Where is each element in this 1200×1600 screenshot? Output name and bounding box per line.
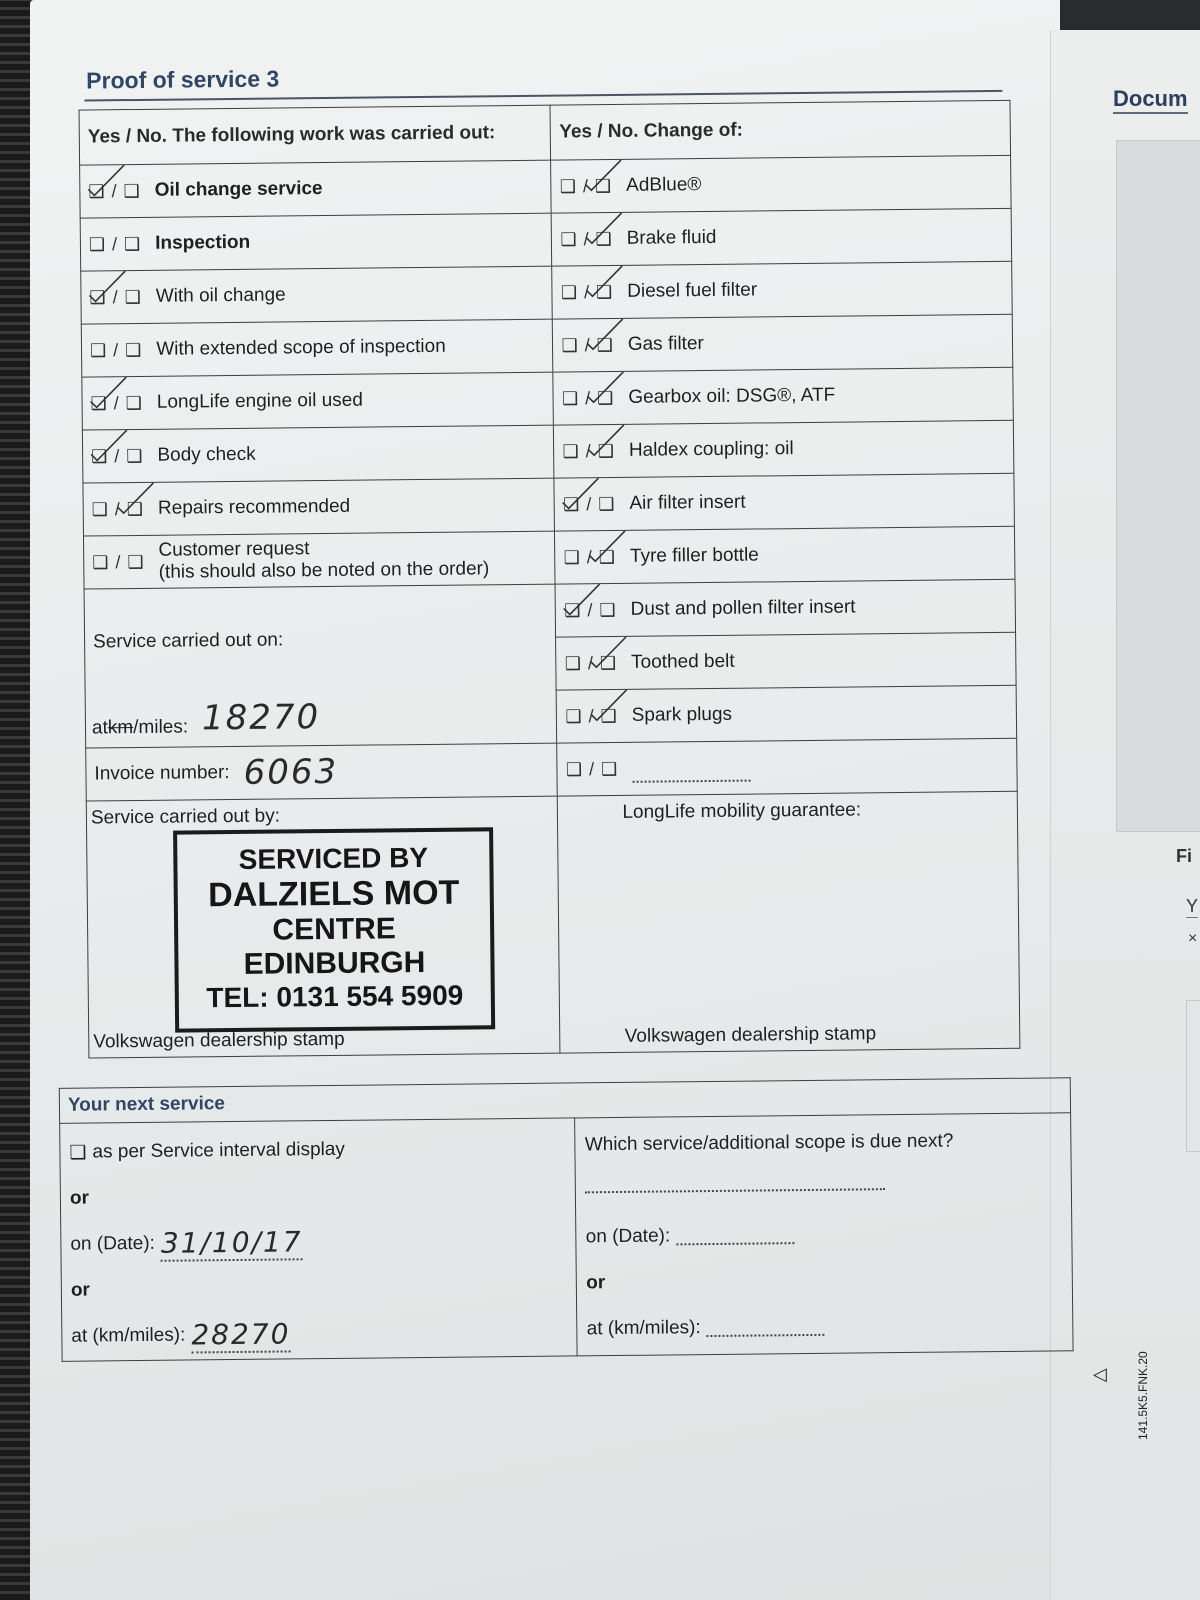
tick-stroke bbox=[587, 318, 623, 348]
next-page-x-label: × bbox=[1188, 930, 1198, 947]
item-label: Tyre filler bottle bbox=[629, 544, 759, 567]
service-table bbox=[79, 100, 1021, 1059]
service-carried-out-on-label: Service carried out on: bbox=[92, 629, 284, 653]
customer-request-note: (this should also be noted on the order) bbox=[158, 558, 490, 583]
tick-stroke bbox=[586, 212, 622, 242]
next-page-image-box bbox=[1116, 140, 1200, 832]
tick-stroke bbox=[117, 482, 153, 512]
left-row-inspection bbox=[81, 229, 552, 256]
customer-request-label: Customer request bbox=[158, 538, 310, 561]
page-title: Proof of service 3 bbox=[86, 65, 280, 94]
handwritten-tick-icon bbox=[587, 632, 635, 673]
left-row-with-oil-change bbox=[81, 282, 552, 309]
yes-no-checkbox[interactable]: ❑ / ❑ bbox=[565, 758, 619, 780]
tick-stroke bbox=[90, 377, 126, 407]
interval-display-option[interactable] bbox=[61, 1124, 574, 1175]
yes-no-checkbox[interactable]: ❑ / ❑ bbox=[92, 551, 145, 573]
yes-no-checkbox[interactable]: ❑ / ❑ bbox=[92, 498, 144, 520]
next-page-fig-label: Fi bbox=[1176, 846, 1192, 866]
next-date-label: on (Date): bbox=[70, 1232, 155, 1255]
tick-stroke bbox=[89, 271, 125, 301]
tick-stroke bbox=[563, 478, 599, 508]
dealer-stamp bbox=[173, 827, 495, 1032]
or-label: or bbox=[69, 1187, 90, 1209]
right-row-toothed-belt bbox=[557, 648, 1016, 675]
right-row-brake-fluid bbox=[552, 224, 1011, 251]
item-label: Brake fluid bbox=[626, 226, 717, 249]
right-mileage-field[interactable] bbox=[578, 1301, 1071, 1352]
right-header: Yes / No. Change of: bbox=[550, 100, 1010, 160]
yes-no-checkbox[interactable]: ❑ / ❑ bbox=[565, 705, 617, 727]
item-label: Repairs recommended bbox=[157, 495, 351, 519]
item-label: Gas filter bbox=[627, 333, 704, 355]
mileage-suffix: /miles: bbox=[133, 716, 189, 739]
tick-stroke bbox=[586, 159, 622, 189]
right-row-air-filter bbox=[555, 489, 1014, 516]
handwritten-tick-icon bbox=[587, 685, 635, 726]
yes-no-checkbox[interactable]: ❑ / ❑ bbox=[563, 493, 615, 515]
next-date-field[interactable] bbox=[62, 1216, 575, 1267]
right-row-gearbox-oil bbox=[554, 383, 1013, 410]
mileage-field[interactable] bbox=[92, 697, 321, 739]
tick-stroke bbox=[591, 689, 627, 719]
right-row-diesel-filter bbox=[553, 277, 1012, 304]
dotted-line bbox=[707, 1332, 825, 1337]
or-label: or bbox=[70, 1279, 90, 1301]
right-row-spark-plugs bbox=[557, 701, 1016, 728]
tick-stroke bbox=[587, 265, 623, 295]
yes-no-checkbox[interactable]: ❑ / ❑ bbox=[88, 180, 140, 202]
interval-display-label: as per Service interval display bbox=[92, 1138, 345, 1163]
item-label: LongLife engine oil used bbox=[156, 389, 363, 413]
handwritten-tick-icon bbox=[84, 161, 132, 202]
dotted-line bbox=[585, 1186, 885, 1193]
right-row-dust-pollen bbox=[556, 595, 1015, 622]
tick-stroke bbox=[588, 371, 624, 401]
item-label: Body check bbox=[157, 443, 256, 466]
handwritten-tick-icon bbox=[582, 155, 630, 196]
stamp-line-2: DALZIELS MOT bbox=[207, 873, 460, 915]
tick-stroke bbox=[88, 165, 124, 195]
invoice-field[interactable] bbox=[86, 750, 557, 795]
next-date-handwritten: 31/10/17 bbox=[160, 1224, 303, 1260]
handwritten-tick-icon bbox=[583, 261, 631, 302]
checkbox-icon[interactable]: ❑ bbox=[69, 1142, 87, 1164]
item-label: With extended scope of inspection bbox=[156, 335, 446, 360]
next-page-box bbox=[1186, 1000, 1200, 1152]
yes-no-checkbox[interactable]: ❑ / ❑ bbox=[561, 334, 613, 356]
handwritten-tick-icon bbox=[113, 478, 161, 519]
stamp-line-1: SERVICED BY bbox=[238, 841, 429, 875]
handwritten-tick-icon bbox=[560, 580, 608, 621]
next-service-title: Your next service bbox=[59, 1078, 1070, 1124]
left-row-oil-change bbox=[80, 176, 551, 203]
left-row-customer-request bbox=[84, 536, 555, 585]
left-header: Yes / No. The following work was carried out: bbox=[79, 105, 551, 165]
next-service-table bbox=[59, 1077, 1074, 1362]
item-label: Toothed belt bbox=[630, 650, 735, 673]
stamp-line-3: CENTRE bbox=[272, 912, 396, 947]
yes-no-checkbox[interactable]: ❑ / ❑ bbox=[560, 228, 612, 250]
item-label: Diesel fuel filter bbox=[627, 279, 758, 302]
item-label: Air filter insert bbox=[629, 491, 746, 514]
handwritten-tick-icon bbox=[584, 367, 632, 408]
handwritten-tick-icon bbox=[582, 208, 630, 249]
mileage-handwritten: 18270 bbox=[201, 697, 321, 739]
yes-no-checkbox[interactable]: ❑ / ❑ bbox=[564, 599, 616, 621]
right-row-adblue bbox=[552, 171, 1011, 198]
yes-no-checkbox[interactable]: ❑ / ❑ bbox=[89, 339, 143, 360]
dealer-stamp-label-right: Volkswagen dealership stamp bbox=[624, 1023, 877, 1047]
tick-stroke bbox=[564, 584, 600, 614]
item-label: With oil change bbox=[155, 284, 286, 307]
which-service-label: Which service/additional scope is due next? bbox=[584, 1130, 954, 1156]
yes-no-checkbox[interactable]: ❑ / ❑ bbox=[563, 440, 615, 462]
dotted-line bbox=[676, 1240, 794, 1245]
right-date-label: on (Date): bbox=[585, 1225, 671, 1248]
next-page-title: Docum bbox=[1113, 86, 1188, 114]
mileage-struck-unit: km bbox=[107, 717, 134, 739]
handwritten-tick-icon bbox=[584, 420, 632, 461]
left-row-longlife-oil bbox=[82, 388, 553, 415]
yes-no-checkbox[interactable]: ❑ / ❑ bbox=[90, 392, 142, 414]
yes-no-checkbox[interactable]: ❑ / ❑ bbox=[561, 281, 613, 303]
yes-no-checkbox[interactable]: ❑ / ❑ bbox=[562, 387, 614, 409]
next-mileage-handwritten: 28270 bbox=[191, 1316, 291, 1351]
service-by-label: Service carried out by: bbox=[90, 805, 281, 829]
longlife-guarantee-label: LongLife mobility guarantee: bbox=[622, 799, 862, 823]
stamp-line-5: TEL: 0131 554 5909 bbox=[206, 979, 464, 1014]
item-label: AdBlue® bbox=[626, 174, 702, 196]
triangle-icon: ◁ bbox=[1093, 1364, 1107, 1384]
tick-stroke bbox=[589, 530, 625, 560]
item-label: Haldex coupling: oil bbox=[628, 438, 794, 461]
right-row-blank bbox=[558, 751, 1017, 784]
right-row-haldex bbox=[554, 436, 1013, 463]
left-row-extended-inspection bbox=[82, 335, 553, 362]
yes-no-checkbox[interactable]: ❑ / ❑ bbox=[560, 175, 612, 197]
item-label: Oil change service bbox=[154, 178, 323, 201]
handwritten-tick-icon bbox=[86, 373, 134, 414]
item-label: Inspection bbox=[155, 231, 251, 254]
next-mileage-field[interactable] bbox=[63, 1308, 576, 1359]
tick-stroke bbox=[591, 636, 627, 666]
right-date-field[interactable] bbox=[577, 1209, 1070, 1260]
invoice-label: Invoice number: bbox=[94, 762, 230, 785]
left-row-body-check bbox=[83, 441, 554, 468]
yes-no-checkbox[interactable]: ❑ / ❑ bbox=[565, 652, 617, 674]
stamp-line-4: EDINBURGH bbox=[243, 945, 426, 981]
handwritten-tick-icon bbox=[585, 526, 633, 567]
tick-stroke bbox=[91, 430, 127, 460]
next-mileage-label: at (km/miles): bbox=[71, 1324, 186, 1347]
which-service-field[interactable] bbox=[577, 1163, 1070, 1214]
handwritten-tick-icon bbox=[559, 474, 607, 515]
item-label: Spark plugs bbox=[631, 703, 733, 726]
mileage-prefix: at bbox=[91, 717, 108, 739]
yes-no-checkbox[interactable]: ❑ / ❑ bbox=[88, 233, 142, 254]
yes-no-checkbox[interactable]: ❑ / ❑ bbox=[91, 445, 143, 467]
tick-stroke bbox=[588, 424, 624, 454]
blank-dotted-line[interactable] bbox=[632, 778, 750, 783]
right-mileage-label: at (km/miles): bbox=[586, 1317, 701, 1340]
invoice-handwritten: 6063 bbox=[243, 751, 339, 793]
item-label: Dust and pollen filter insert bbox=[630, 596, 856, 620]
document-code: 141.5K5.FNK.20 bbox=[1136, 1351, 1150, 1440]
yes-no-checkbox[interactable]: ❑ / ❑ bbox=[89, 286, 141, 308]
item-label: Gearbox oil: DSG®, ATF bbox=[628, 384, 836, 408]
next-page-y-label: Y bbox=[1186, 896, 1199, 916]
handwritten-tick-icon bbox=[85, 267, 133, 308]
or-label: or bbox=[586, 1272, 606, 1294]
left-row-repairs bbox=[84, 494, 555, 521]
right-row-gas-filter bbox=[553, 330, 1012, 357]
right-row-tyre-filler bbox=[556, 542, 1015, 569]
handwritten-tick-icon bbox=[583, 314, 631, 355]
dealer-stamp-label-left: Volkswagen dealership stamp bbox=[93, 1028, 345, 1053]
service-record-sheet bbox=[38, 49, 1083, 1460]
handwritten-tick-icon bbox=[87, 426, 135, 467]
yes-no-checkbox[interactable]: ❑ / ❑ bbox=[564, 546, 616, 568]
